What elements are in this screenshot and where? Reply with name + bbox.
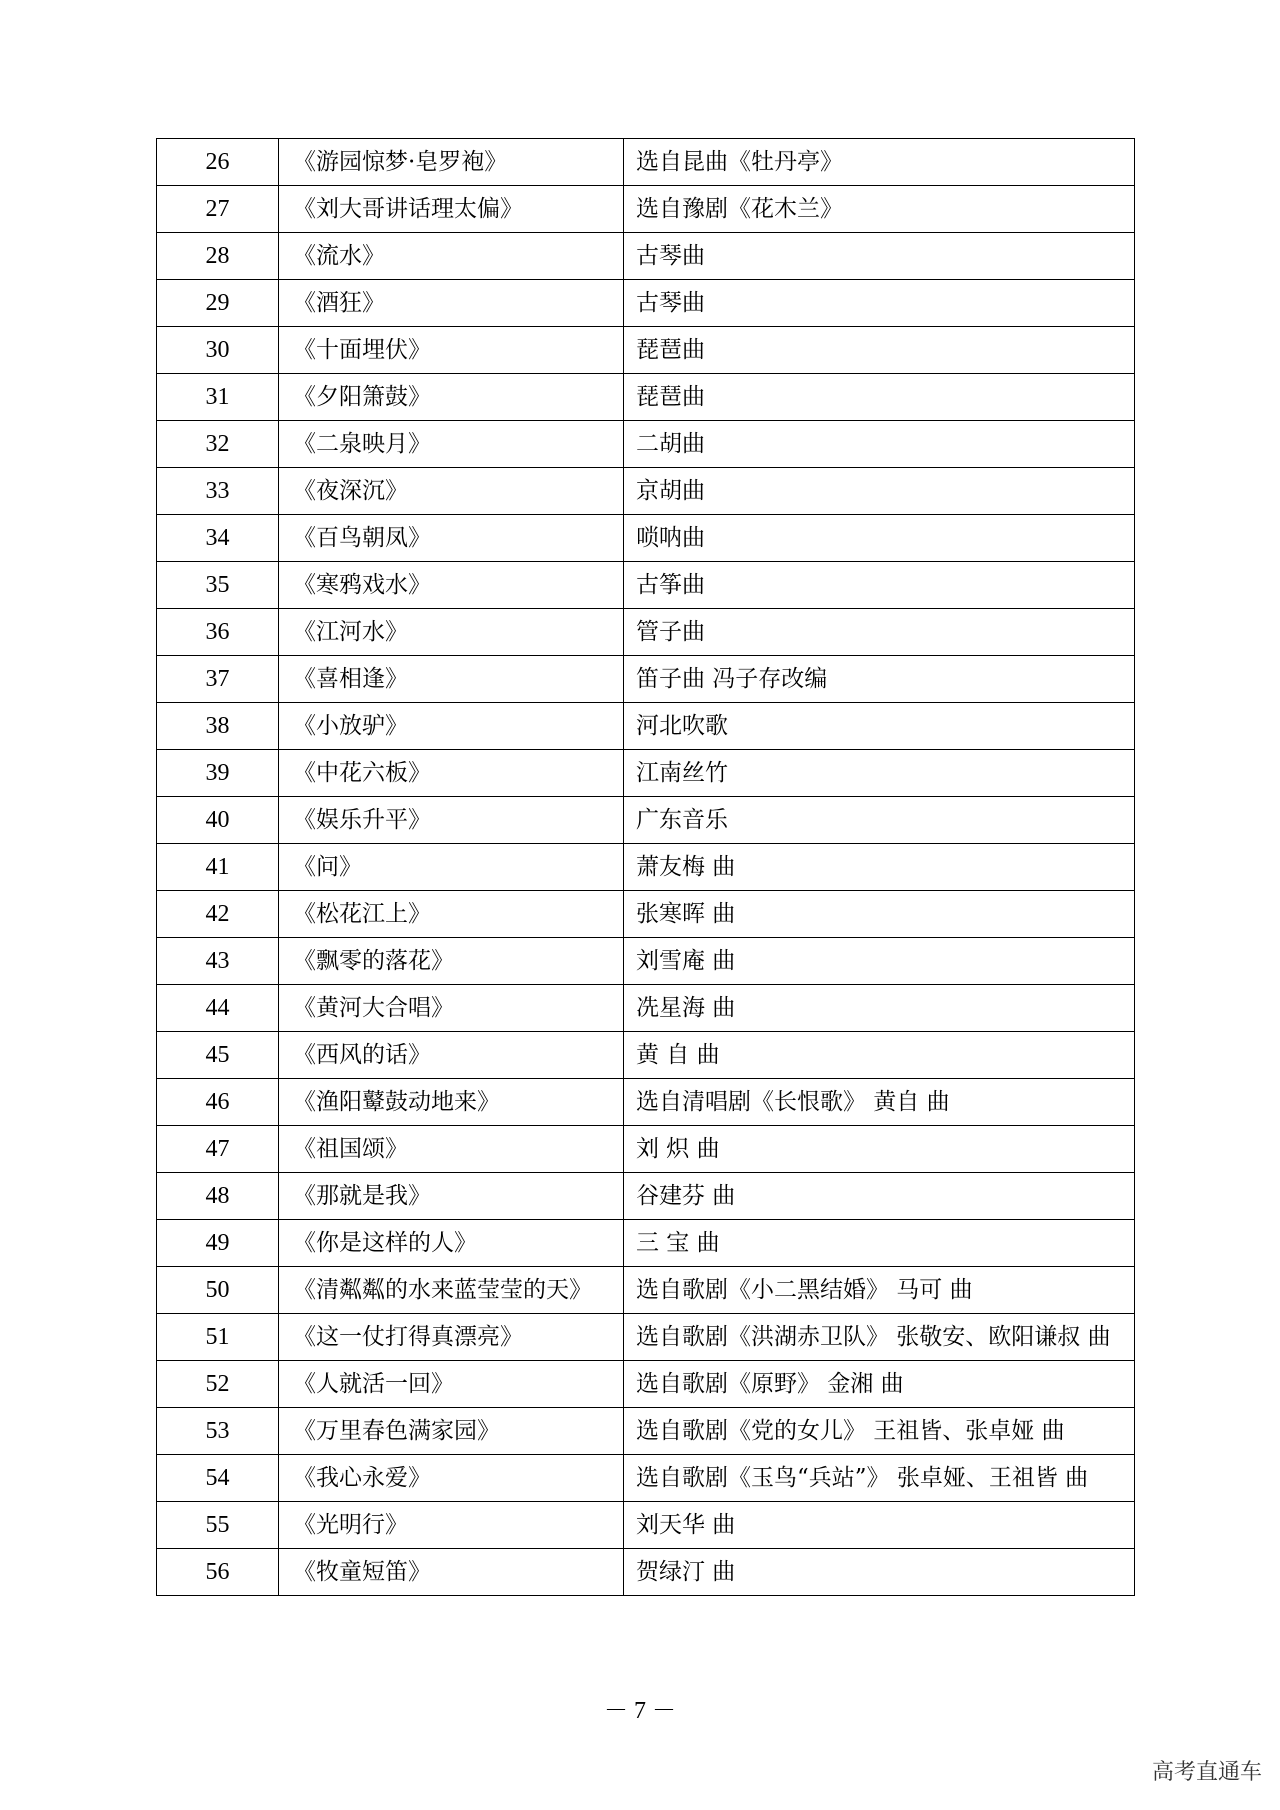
piece-title: 《渔阳鼙鼓动地来》 (279, 1079, 624, 1126)
piece-title: 《那就是我》 (279, 1173, 624, 1220)
piece-title: 《刘大哥讲话理太偏》 (279, 186, 624, 233)
row-number: 40 (157, 797, 279, 844)
piece-source: 古筝曲 (624, 562, 1135, 609)
row-number: 43 (157, 938, 279, 985)
piece-source: 刘天华 曲 (624, 1502, 1135, 1549)
table-row (157, 515, 1135, 562)
row-number: 29 (157, 280, 279, 327)
piece-title: 《清粼粼的水来蓝莹莹的天》 (279, 1267, 624, 1314)
piece-title: 《你是这样的人》 (279, 1220, 624, 1267)
table-row (157, 1502, 1135, 1549)
piece-source: 冼星海 曲 (624, 985, 1135, 1032)
row-number: 32 (157, 421, 279, 468)
piece-title: 《万里春色满家园》 (279, 1408, 624, 1455)
row-number: 30 (157, 327, 279, 374)
table-row (157, 1079, 1135, 1126)
table-row (157, 844, 1135, 891)
row-number: 41 (157, 844, 279, 891)
piece-source: 二胡曲 (624, 421, 1135, 468)
table-row (157, 656, 1135, 703)
piece-source: 选自歌剧《党的女儿》 王祖皆、张卓娅 曲 (624, 1408, 1135, 1455)
piece-title: 《飘零的落花》 (279, 938, 624, 985)
piece-source: 刘 炽 曲 (624, 1126, 1135, 1173)
piece-title: 《这一仗打得真漂亮》 (279, 1314, 624, 1361)
row-number: 26 (157, 139, 279, 186)
piece-source: 贺绿汀 曲 (624, 1549, 1135, 1596)
row-number: 48 (157, 1173, 279, 1220)
table-row (157, 139, 1135, 186)
table-row (157, 985, 1135, 1032)
row-number: 38 (157, 703, 279, 750)
table-row (157, 562, 1135, 609)
row-number: 46 (157, 1079, 279, 1126)
piece-title: 《我心永爱》 (279, 1455, 624, 1502)
table-row (157, 327, 1135, 374)
piece-title: 《游园惊梦·皂罗袍》 (279, 139, 624, 186)
row-number: 37 (157, 656, 279, 703)
table-row (157, 1220, 1135, 1267)
row-number: 49 (157, 1220, 279, 1267)
piece-source: 古琴曲 (624, 280, 1135, 327)
piece-title: 《松花江上》 (279, 891, 624, 938)
table-row (157, 280, 1135, 327)
piece-title: 《夜深沉》 (279, 468, 624, 515)
row-number: 36 (157, 609, 279, 656)
piece-title: 《祖国颂》 (279, 1126, 624, 1173)
row-number: 42 (157, 891, 279, 938)
piece-source: 笛子曲 冯子存改编 (624, 656, 1135, 703)
row-number: 34 (157, 515, 279, 562)
piece-title: 《黄河大合唱》 (279, 985, 624, 1032)
piece-source: 唢呐曲 (624, 515, 1135, 562)
piece-source: 黄 自 曲 (624, 1032, 1135, 1079)
table-row (157, 233, 1135, 280)
piece-source: 选自昆曲《牡丹亭》 (624, 139, 1135, 186)
piece-source: 琵琶曲 (624, 327, 1135, 374)
row-number: 44 (157, 985, 279, 1032)
piece-title: 《问》 (279, 844, 624, 891)
row-number: 53 (157, 1408, 279, 1455)
piece-source: 选自歌剧《洪湖赤卫队》 张敬安、欧阳谦叔 曲 (624, 1314, 1135, 1361)
table-row (157, 1455, 1135, 1502)
row-number: 31 (157, 374, 279, 421)
piece-title: 《中花六板》 (279, 750, 624, 797)
piece-source: 管子曲 (624, 609, 1135, 656)
table-row (157, 374, 1135, 421)
row-number: 50 (157, 1267, 279, 1314)
table-row (157, 797, 1135, 844)
table-row (157, 1267, 1135, 1314)
piece-title: 《夕阳箫鼓》 (279, 374, 624, 421)
piece-title: 《寒鸦戏水》 (279, 562, 624, 609)
row-number: 28 (157, 233, 279, 280)
piece-title: 《喜相逢》 (279, 656, 624, 703)
table-body (157, 139, 1135, 1596)
piece-title: 《西风的话》 (279, 1032, 624, 1079)
row-number: 39 (157, 750, 279, 797)
piece-source: 京胡曲 (624, 468, 1135, 515)
table-row (157, 1126, 1135, 1173)
table-row (157, 1361, 1135, 1408)
piece-title: 《二泉映月》 (279, 421, 624, 468)
piece-source: 选自歌剧《玉鸟“兵站”》 张卓娅、王祖皆 曲 (624, 1455, 1135, 1502)
piece-source: 选自豫剧《花木兰》 (624, 186, 1135, 233)
piece-title: 《光明行》 (279, 1502, 624, 1549)
table-row (157, 891, 1135, 938)
repertoire-table-container (156, 138, 1134, 1596)
piece-title: 《百鸟朝凤》 (279, 515, 624, 562)
table-row (157, 1549, 1135, 1596)
piece-source: 选自清唱剧《长恨歌》 黄自 曲 (624, 1079, 1135, 1126)
piece-source: 选自歌剧《原野》 金湘 曲 (624, 1361, 1135, 1408)
piece-source: 萧友梅 曲 (624, 844, 1135, 891)
row-number: 33 (157, 468, 279, 515)
row-number: 52 (157, 1361, 279, 1408)
piece-source: 张寒晖 曲 (624, 891, 1135, 938)
repertoire-table (156, 138, 1135, 1596)
piece-title: 《人就活一回》 (279, 1361, 624, 1408)
watermark: 高考直通车 (1151, 1760, 1262, 1785)
table-row (157, 750, 1135, 797)
piece-source: 刘雪庵 曲 (624, 938, 1135, 985)
piece-title: 《酒狂》 (279, 280, 624, 327)
row-number: 45 (157, 1032, 279, 1079)
table-row (157, 186, 1135, 233)
table-row (157, 1408, 1135, 1455)
table-row (157, 1314, 1135, 1361)
piece-source: 古琴曲 (624, 233, 1135, 280)
piece-title: 《江河水》 (279, 609, 624, 656)
piece-source: 江南丝竹 (624, 750, 1135, 797)
piece-source: 河北吹歌 (624, 703, 1135, 750)
piece-title: 《小放驴》 (279, 703, 624, 750)
row-number: 47 (157, 1126, 279, 1173)
row-number: 27 (157, 186, 279, 233)
piece-title: 《牧童短笛》 (279, 1549, 624, 1596)
piece-source: 选自歌剧《小二黑结婚》 马可 曲 (624, 1267, 1135, 1314)
piece-source: 广东音乐 (624, 797, 1135, 844)
row-number: 56 (157, 1549, 279, 1596)
row-number: 35 (157, 562, 279, 609)
table-row (157, 468, 1135, 515)
piece-title: 《娱乐升平》 (279, 797, 624, 844)
table-row (157, 1032, 1135, 1079)
table-row (157, 421, 1135, 468)
row-number: 51 (157, 1314, 279, 1361)
piece-source: 琵琶曲 (624, 374, 1135, 421)
table-row (157, 703, 1135, 750)
row-number: 54 (157, 1455, 279, 1502)
table-row (157, 1173, 1135, 1220)
piece-title: 《十面埋伏》 (279, 327, 624, 374)
piece-source: 谷建芬 曲 (624, 1173, 1135, 1220)
row-number: 55 (157, 1502, 279, 1549)
piece-title: 《流水》 (279, 233, 624, 280)
table-row (157, 938, 1135, 985)
page-number: － 7 － (604, 1698, 676, 1724)
table-row (157, 609, 1135, 656)
piece-source: 三 宝 曲 (624, 1220, 1135, 1267)
